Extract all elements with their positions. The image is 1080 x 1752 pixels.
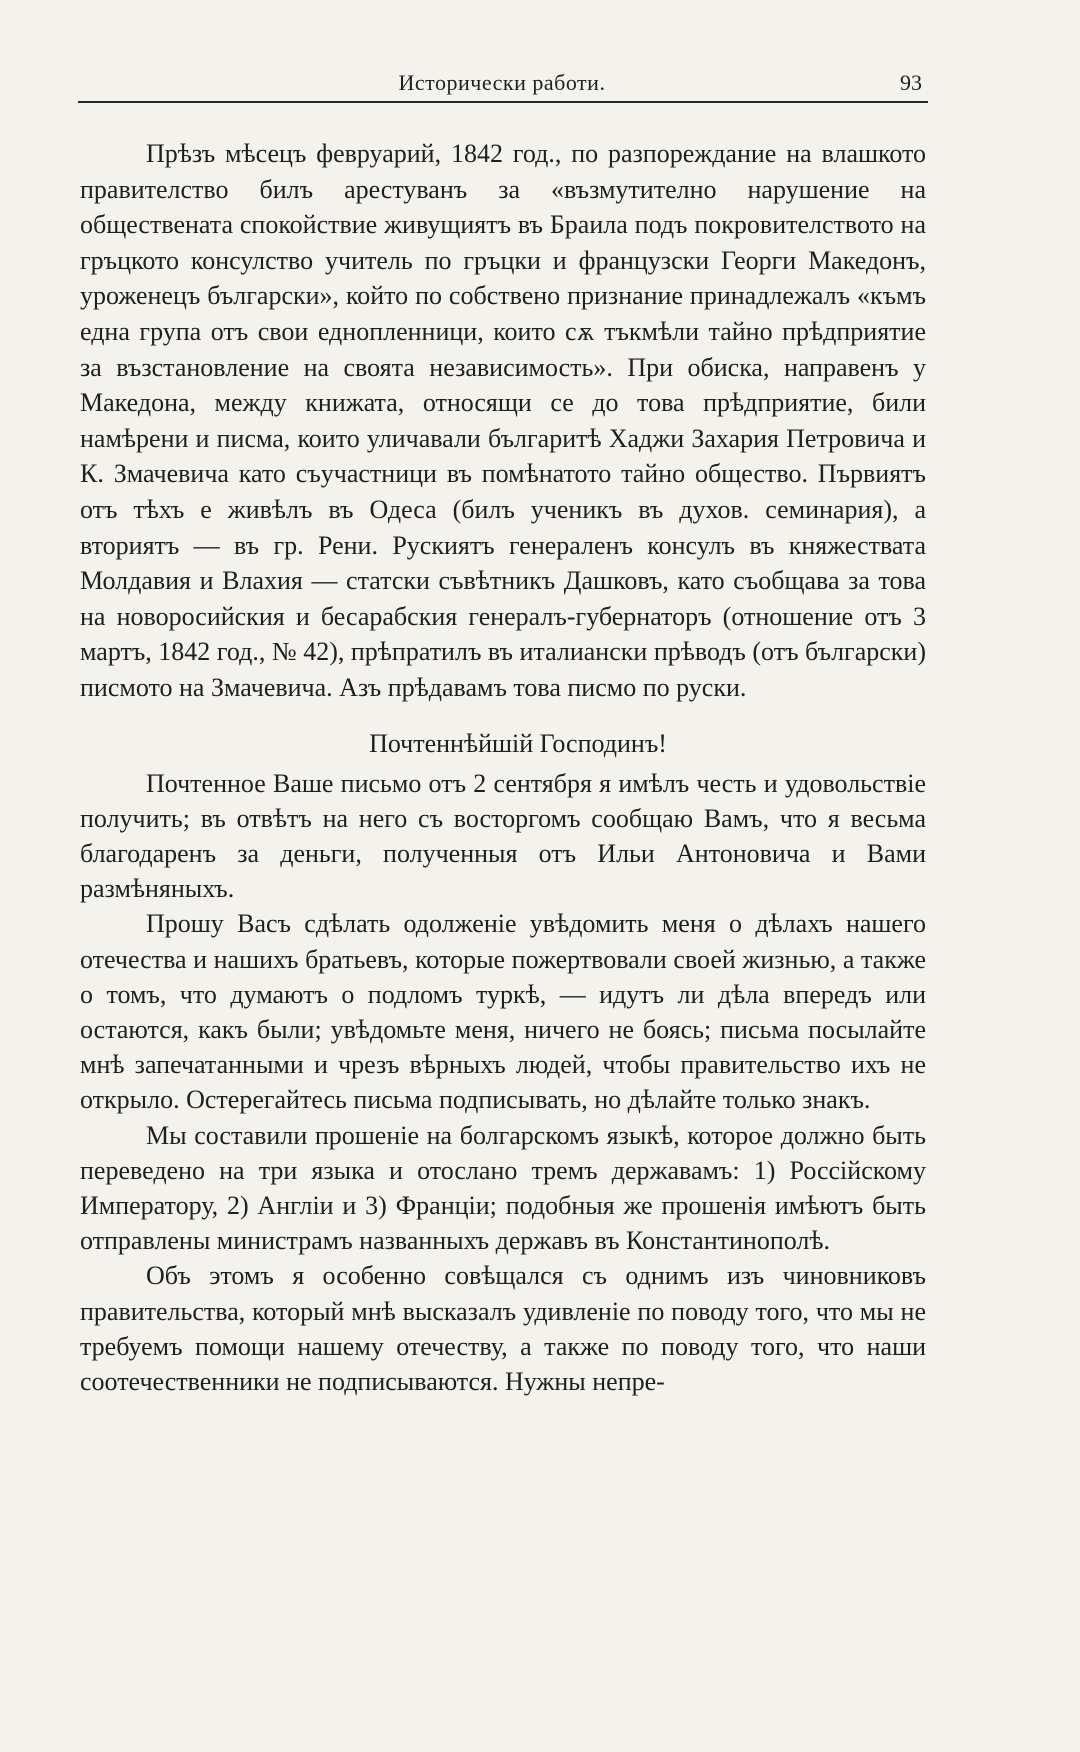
page-body (80, 136, 926, 1399)
letter-paragraph: Объ этомъ я особенно совѣщался съ однимъ изъ чиновниковъ правительства, который мнѣ высказалъ удивленіе по поводу того, что мы не требуемъ помощи нашему отечеству, а также по поводу того, что наши соотечественники не подписываются. Нужны непре- (80, 1261, 926, 1396)
running-title: Исторически работи. (398, 70, 606, 95)
letter-paragraph: Прошу Васъ сдѣлать одолженіе увѣдомить меня о дѣлахъ нашего отечества и нашихъ братьевъ, которые пожертвовали своей жизнью, а также о томъ, что думаютъ о подломъ туркѣ, — идутъ ли дѣла впередъ или остаются, какъ были; увѣдомьте меня, ничего не боясь; письма посылайте мнѣ запечатанными и чрезъ вѣрныхъ людей, чтобы правительство ихъ не открыло. Остерегайтесь письма подписывать, но дѣлайте только знакъ. (80, 909, 926, 1115)
letter-body (80, 766, 926, 1400)
header-rule (78, 101, 928, 103)
page-number: 93 (900, 70, 922, 95)
letter-salutation: Почтеннѣйшій Господинъ! (369, 728, 667, 758)
letter-paragraph: Почтенное Ваше письмо отъ 2 сентября я имѣлъ честь и удовольствіе получить; въ отвѣтъ на него съ восторгомъ сообщаю Вамъ, что я весьма благодаренъ за деньги, полученныя отъ Ильи Антоновича и Вами размѣняныхъ. (80, 768, 926, 904)
intro-paragraph: Прѣзъ мѣсецъ февруарий, 1842 год., по разпореждание на влашкото правителство билъ арестуванъ за «възмутително нарушение на обществената спокойствие живущиятъ въ Браила подъ покровителството на гръцкото консулство учитель по гръцки и французски Георги Македонъ, уроженецъ български», който по собствено признание принадлежалъ «къмъ една група отъ свои еднопленници, които сѫ тъкмѣли тайно прѣдприятие за възстановление на своята независимость». При обиска, направенъ у Македона, между книжата, относящи се до това прѣдприятие, били намѣрени и писма, които уличавали българитѣ Хаджи Захария Петровича и К. Змачевича като съучастници въ помѣнатото тайно общество. Първиятъ отъ тѣхъ е живѣлъ въ Одеса (билъ ученикъ въ духов. семинария), а вториятъ — въ гр. Рени. Рускиятъ генераленъ консулъ въ княжествата Молдавия и Влахия — статски съвѣтникъ Дашковъ, като съобщава за това на новоросийския и бесарабския генералъ-губернаторъ (отношение отъ 3 мартъ, 1842 год., № 42), прѣпратилъ въ италиански прѣводъ (отъ български) писмото на Змачевича. Азъ прѣдавамъ това писмо по руски. (80, 139, 926, 702)
letter-paragraph: Мы составили прошеніе на болгарскомъ языкѣ, которое должно быть переведено на три языка и отослано тремъ державамъ: 1) Россійскому Императору, 2) Англіи и 3) Франціи; подобныя же прошенія имѣютъ быть отправлены министрамъ названныхъ державъ въ Константинополѣ. (80, 1120, 926, 1256)
running-header (78, 68, 926, 100)
